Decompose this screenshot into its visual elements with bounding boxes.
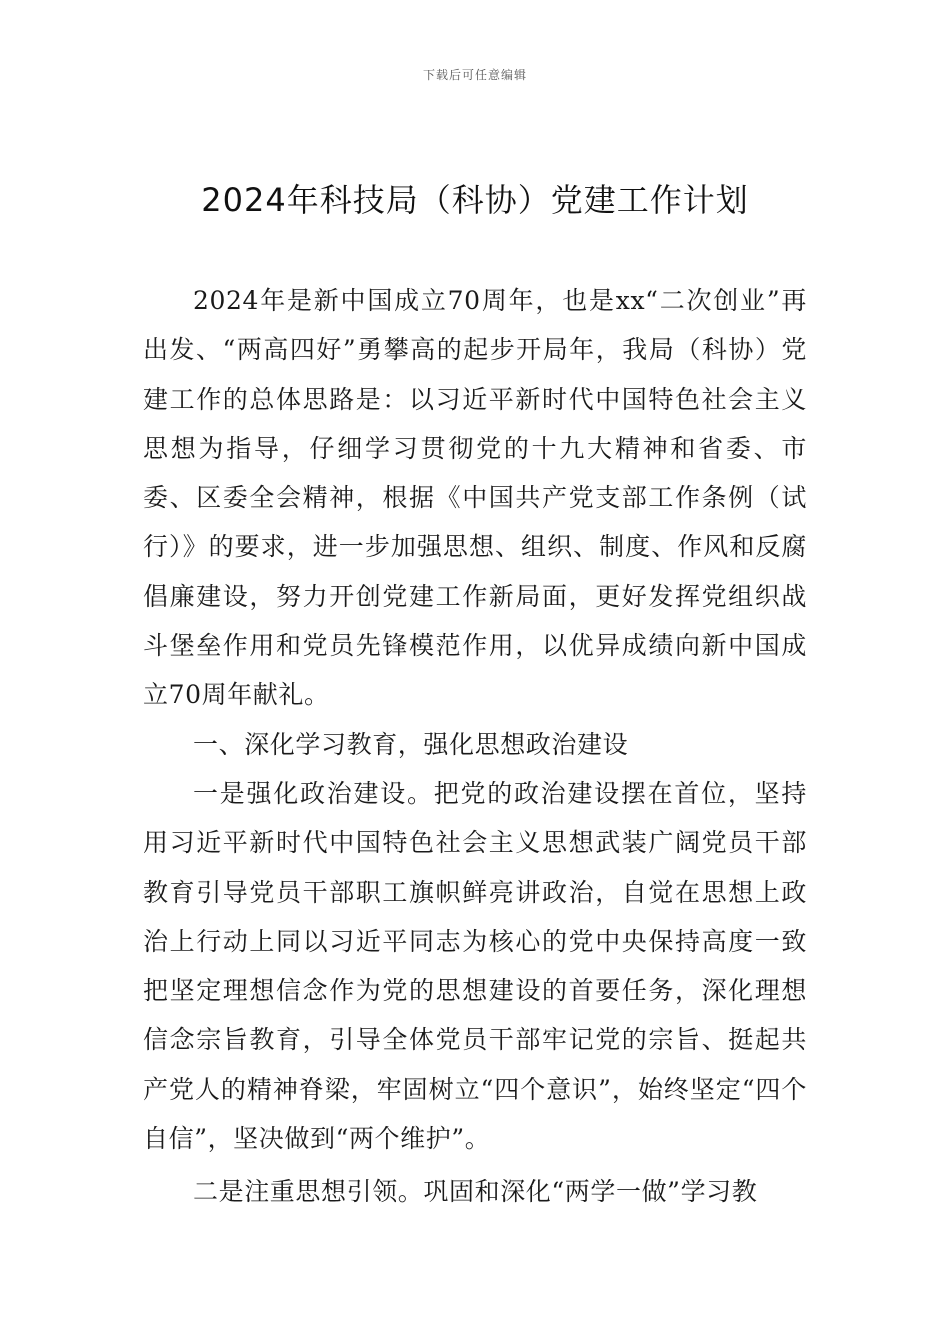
paragraph-intro: 2024年是新中国成立70周年，也是xx“二次创业”再出发、“两高四好”勇攀高的起步开局年，我局（科协）党建工作的总体思路是：以习近平新时代中国特色社会主义思想为指导，仔细学习贯彻党的十九大精神和省委、市委、区委全会精神，根据《中国共产党支部工作条例（试行）》的要求，进一步加强思想、组织、制度、作风和反腐倡廉建设，努力开创党建工作新局面，更好发挥党组织战斗堡垒作用和党员先锋模范作用，以优异成绩向新中国成立70周年献礼。 [143, 286, 807, 710]
section-heading-1: 一、深化学习教育，强化思想政治建设 [193, 729, 629, 759]
document-body [143, 276, 807, 1217]
document-title: 2024年科技局（科协）党建工作计划 [201, 181, 749, 219]
paragraph-political-construction: 一是强化政治建设。把党的政治建设摆在首位，坚持用习近平新时代中国特色社会主义思想武装广阔党员干部教育引导党员干部职工旗帜鲜亮讲政治，自觉在思想上政治上行动上同以习近平同志为核心的党中央保持高度一致把坚定理想信念作为党的思想建设的首要任务，深化理想信念宗旨教育，引导全体党员干部牢记党的宗旨、挺起共产党人的精神脊梁，牢固树立“四个意识”，始终坚定“四个自信”，坚决做到“两个维护”。 [143, 778, 807, 1154]
paragraph-ideological-guidance: 二是注重思想引领。巩固和深化“两学一做”学习教 [193, 1177, 758, 1207]
download-note: 下载后可任意编辑 [422, 68, 527, 82]
